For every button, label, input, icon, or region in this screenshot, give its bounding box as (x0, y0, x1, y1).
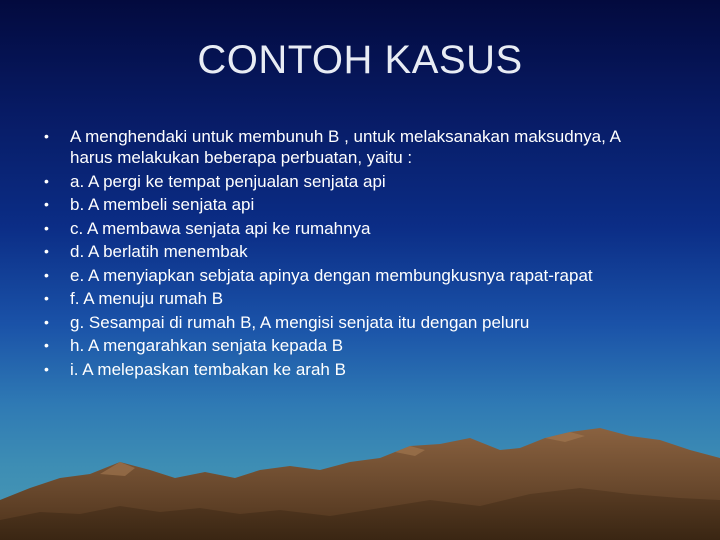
list-item-text: d. A berlatih menembak (70, 242, 248, 261)
slide-title: CONTOH KASUS (197, 38, 523, 82)
list-item (44, 194, 664, 215)
bullet-dot: • (44, 266, 49, 283)
bullet-dot: • (44, 128, 49, 144)
list-item-text: e. A menyiapkan sebjata apinya dengan membungkusnya rapat-rapat (70, 265, 593, 285)
bullet-dot: • (44, 313, 49, 330)
list-item (44, 288, 664, 309)
list-item-text: A menghendaki untuk membunuh B , untuk melaksanakan maksudnya, A harus melakukan beberapa perbuatan, yaitu : (70, 127, 621, 167)
list-item (44, 241, 664, 262)
list-item (44, 265, 664, 286)
list-item-text: a. A pergi ke tempat penjualan senjata api (70, 171, 386, 191)
list-item (44, 335, 664, 356)
bullet-dot: • (44, 172, 49, 189)
list-item (44, 359, 664, 380)
list-item (44, 171, 664, 192)
list-item-text: h. A mengarahkan senjata kepada B (70, 336, 344, 355)
list-item (44, 312, 664, 333)
bullet-list (44, 126, 664, 382)
list-item-text: b. A membeli senjata api (70, 195, 255, 214)
list-item (44, 126, 664, 168)
bullet-dot: • (44, 360, 49, 377)
bullet-dot: • (44, 290, 49, 306)
bullet-dot: • (44, 219, 49, 236)
bullet-dot: • (44, 243, 49, 259)
bullet-dot: • (44, 196, 49, 212)
list-item-text: f. A menuju rumah B (70, 289, 224, 308)
list-item (44, 218, 664, 239)
list-item-text: i. A melepaskan tembakan ke arah B (70, 359, 346, 379)
bullet-dot: • (44, 337, 49, 353)
list-item-text: g. Sesampai di rumah B, A mengisi senjata itu dengan peluru (70, 312, 530, 332)
list-item-text: c. A membawa senjata api ke rumahnya (70, 218, 371, 238)
